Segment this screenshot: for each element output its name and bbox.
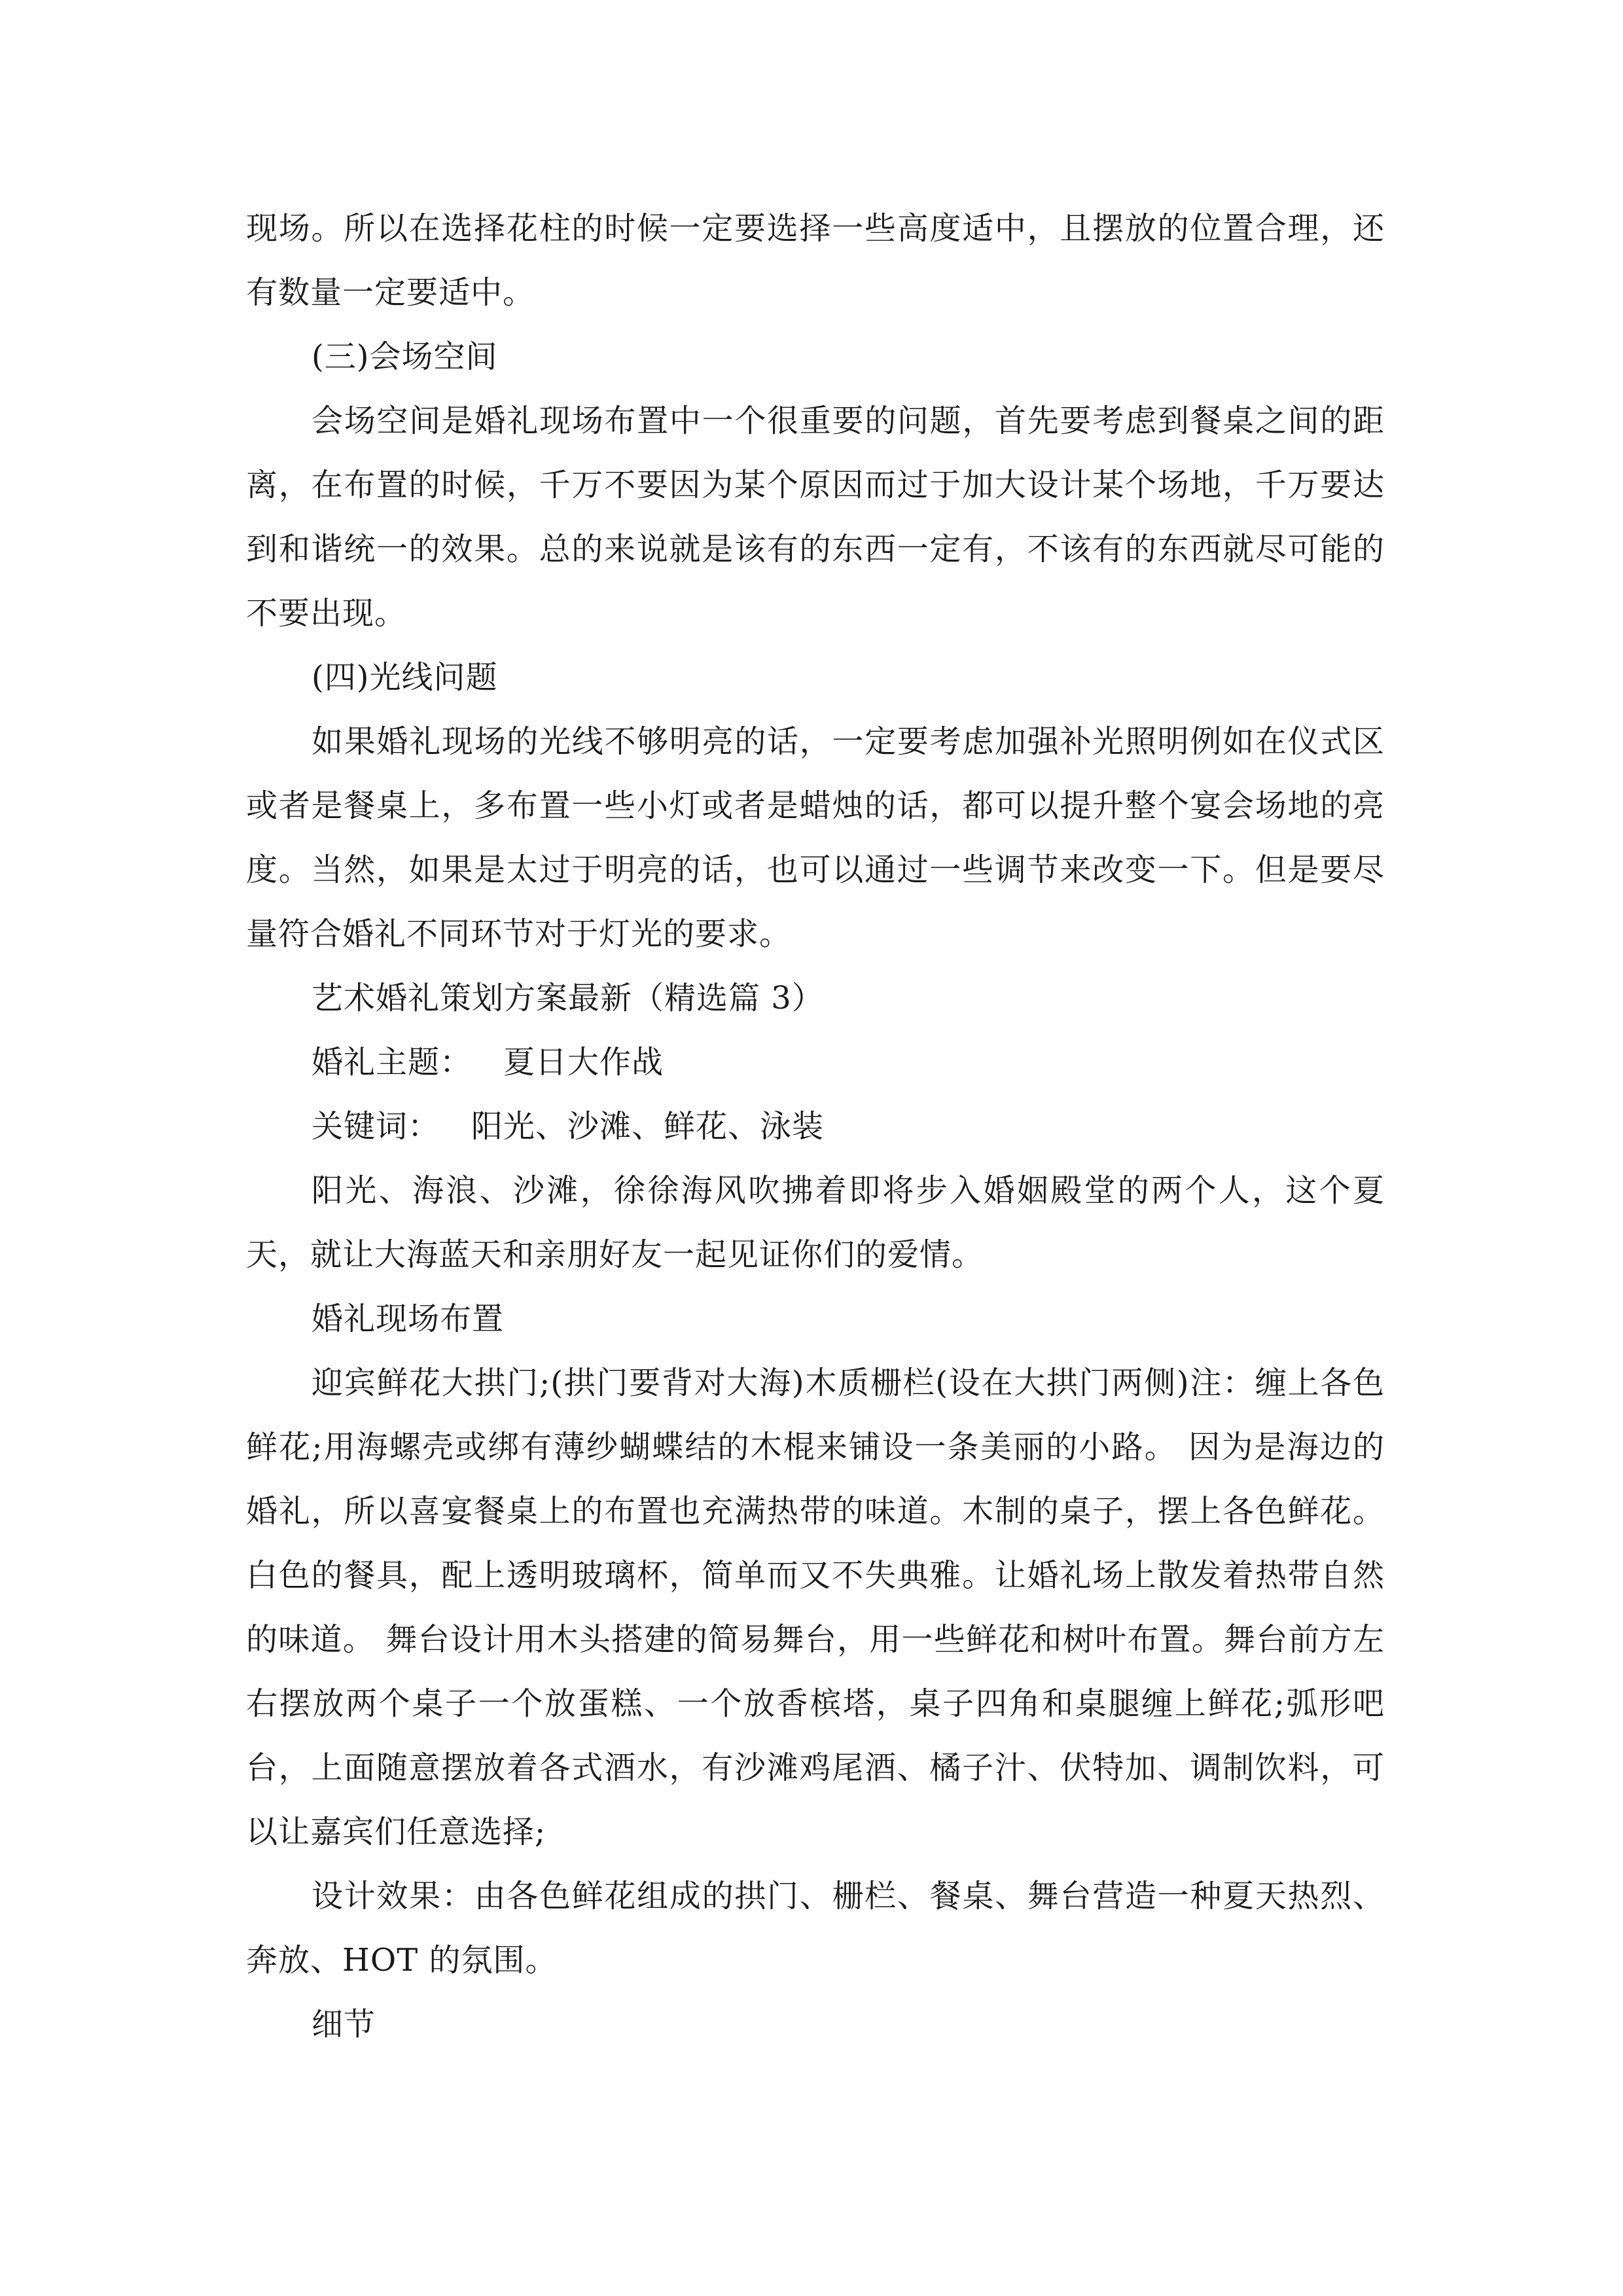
wedding-theme-line: [246, 1030, 1385, 1094]
paragraph-setup: 迎宾鲜花大拱门;(拱门要背对大海)木质栅栏(设在大拱门两侧)注：缠上各色鲜花;用海螺壳或绑有薄纱蝴蝶结的木棍来铺设一条美丽的小路。 因为是海边的婚礼，所以喜宴餐桌上的布置也充满热带的味道。木制的桌子，摆上各色鲜花。白色的餐具，配上透明玻璃杯，简单而又不失典雅。让婚礼场上散发着热带自然的味道。 舞台设计用木头搭建的简易舞台，用一些鲜花和树叶布置。舞台前方左右摆放两个桌子一个放蛋糕、一个放香槟塔，桌子四角和桌腿缠上鲜花;弧形吧台，上面随意摆放着各式酒水，有沙滩鸡尾酒、橘子汁、伏特加、调制饮料，可以让嘉宾们任意选择;: [246, 1365, 1385, 1850]
keywords-label: 关键词：: [312, 1108, 440, 1145]
wedding-theme-value: 夏日大作战: [503, 1044, 664, 1081]
heading-plan-3: 艺术婚礼策划方案最新（精选篇 3）: [312, 980, 824, 1016]
document-body: [246, 196, 1385, 2056]
heading-details: 细节: [312, 2006, 376, 2043]
paragraph-intro: 阳光、海浪、沙滩，徐徐海风吹拂着即将步入婚姻殿堂的两个人，这个夏天，就让大海蓝天和亲朋好友一起见证你们的爱情。: [246, 1172, 1385, 1273]
wedding-theme-label: 婚礼主题：: [312, 1044, 473, 1081]
keywords-line: [246, 1094, 1385, 1158]
keywords-value: 阳光、沙滩、鲜花、泳装: [471, 1108, 825, 1145]
paragraph-continuation: 现场。所以在选择花柱的时候一定要选择一些高度适中，且摆放的位置合理，还有数量一定要适中。: [246, 210, 1385, 311]
paragraph-lighting: 如果婚礼现场的光线不够明亮的话，一定要考虑加强补光照明例如在仪式区或者是餐桌上，多布置一些小灯或者是蜡烛的话，都可以提升整个宴会场地的亮度。当然，如果是太过于明亮的话，也可以通过一些调节来改变一下。但是要尽量符合婚礼不同环节对于灯光的要求。: [246, 723, 1385, 952]
heading-venue-space: (三)会场空间: [312, 338, 498, 375]
paragraph-venue-space: 会场空间是婚礼现场布置中一个很重要的问题，首先要考虑到餐桌之间的距离，在布置的时候，千万不要因为某个原因而过于加大设计某个场地，千万要达到和谐统一的效果。总的来说就是该有的东西一定有，不该有的东西就尽可能的不要出现。: [246, 403, 1385, 632]
heading-lighting: (四)光线问题: [312, 659, 498, 696]
paragraph-effect: 设计效果：由各色鲜花组成的拱门、栅栏、餐桌、舞台营造一种夏天热烈、奔放、HOT 的氛围。: [246, 1878, 1385, 1979]
heading-setup: 婚礼现场布置: [312, 1300, 505, 1337]
